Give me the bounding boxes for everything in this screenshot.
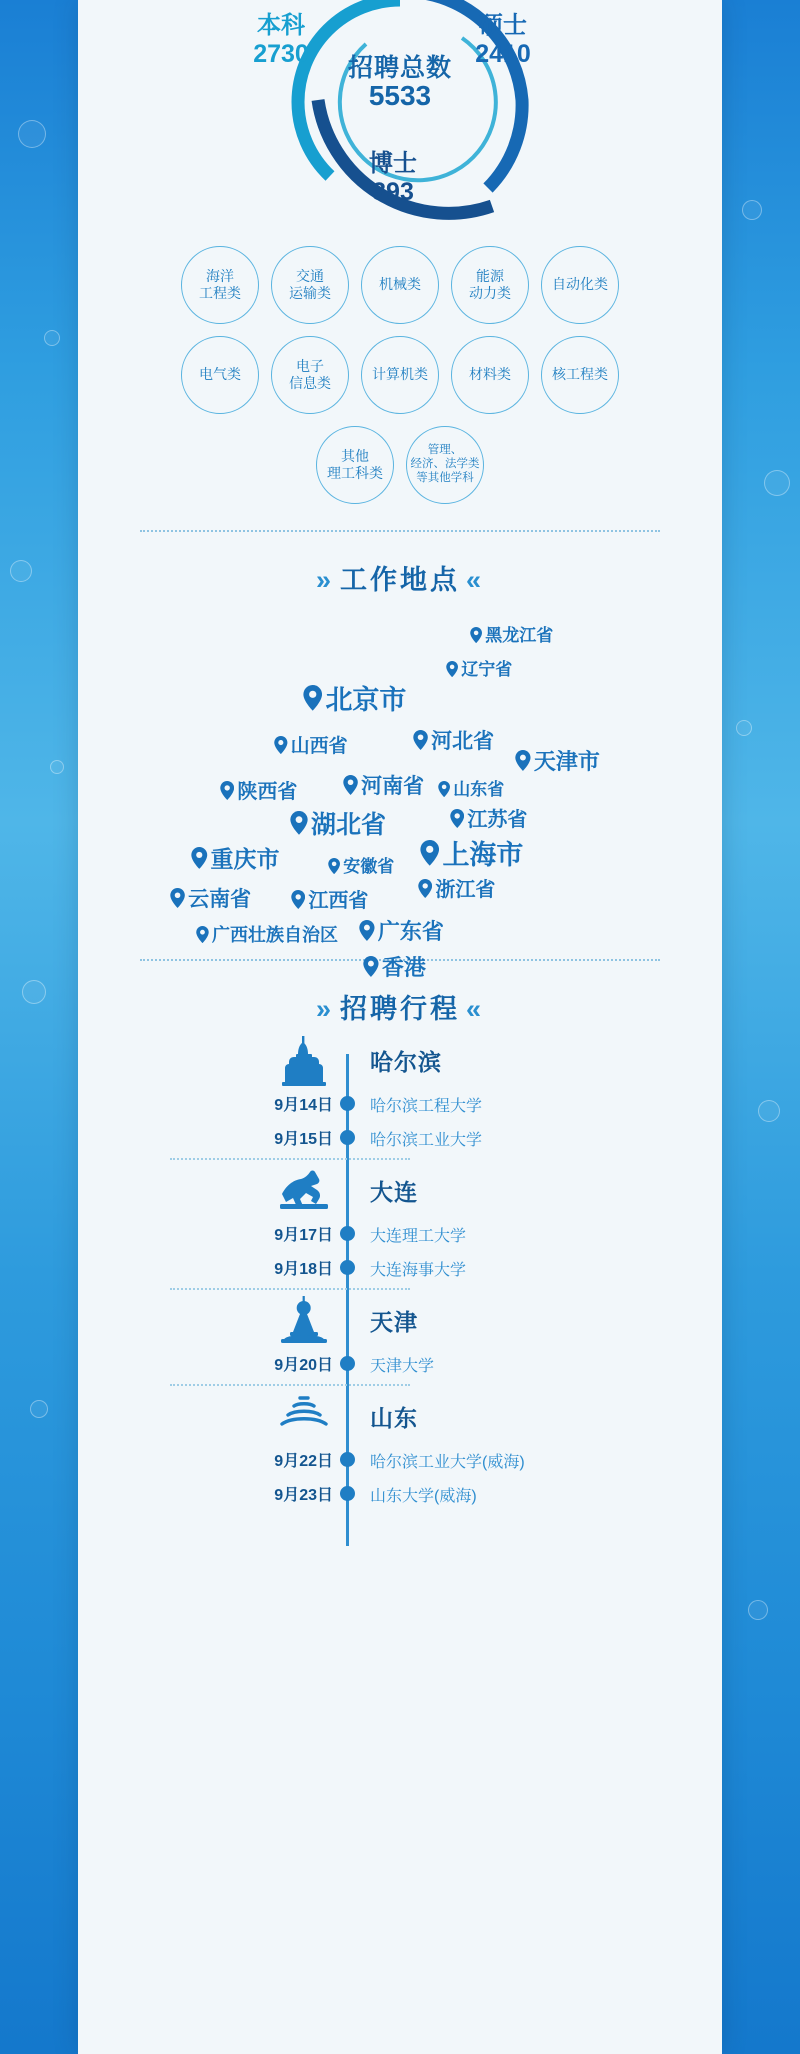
location-marker[interactable] <box>343 770 424 801</box>
category-row <box>114 426 686 504</box>
schedule-row[interactable] <box>78 1250 722 1284</box>
timeline-dot <box>340 1356 355 1371</box>
category-bubble[interactable] <box>541 336 619 414</box>
location-marker[interactable] <box>303 678 406 718</box>
category-bubble[interactable] <box>361 246 439 324</box>
major-category-bubbles <box>78 246 722 504</box>
location-marker[interactable] <box>359 915 444 947</box>
timeline-city-block <box>78 1396 722 1510</box>
bubble-decoration <box>44 330 60 346</box>
timeline-dot <box>340 1260 355 1275</box>
map-pin-icon <box>470 627 482 648</box>
schedule-row[interactable] <box>78 1442 722 1476</box>
map-pin-icon <box>170 888 185 914</box>
work-location-map <box>78 603 722 980</box>
section-divider <box>140 530 660 532</box>
location-marker[interactable] <box>446 655 512 682</box>
city-separator <box>170 1384 410 1386</box>
location-name: 江西省 <box>308 890 369 912</box>
timeline-city-list <box>78 1040 722 1510</box>
schedule-school: 山东大学(威海) <box>370 1488 477 1505</box>
category-label: 计算机类 <box>372 366 428 383</box>
schedule-date: 9月17日 <box>274 1227 333 1244</box>
schedule-school: 大连海事大学 <box>370 1262 467 1279</box>
location-name: 安徽省 <box>343 857 395 876</box>
schedule-row[interactable] <box>78 1216 722 1250</box>
chevron-left-icon: » <box>315 565 334 595</box>
category-label: 管理、 经济、法学类 等其他学科 <box>410 444 480 484</box>
city-name: 大连 <box>370 1179 418 1205</box>
category-bubble[interactable] <box>316 426 394 504</box>
city-header <box>78 1040 722 1086</box>
location-marker[interactable] <box>418 873 495 904</box>
location-name: 广东省 <box>377 919 444 944</box>
timeline-city-block <box>78 1170 722 1290</box>
map-pin-icon <box>196 926 209 948</box>
location-marker[interactable] <box>196 921 338 948</box>
category-label: 机械类 <box>379 276 421 293</box>
content-card <box>78 0 722 2054</box>
timeline-city-block <box>78 1300 722 1386</box>
map-pin-icon <box>438 781 450 802</box>
map-pin-icon <box>363 956 379 983</box>
category-bubble[interactable] <box>361 336 439 414</box>
segment-label: 本科 <box>257 12 305 39</box>
timeline-dot <box>340 1096 355 1111</box>
map-pin-icon <box>413 730 428 756</box>
city-name: 天津 <box>370 1309 418 1335</box>
category-label: 交通 运输类 <box>289 267 331 301</box>
location-marker[interactable] <box>220 775 297 806</box>
location-name: 浙江省 <box>435 879 496 901</box>
schedule-date: 9月20日 <box>274 1357 333 1374</box>
schedule-date: 9月23日 <box>274 1487 333 1504</box>
city-name: 哈尔滨 <box>370 1049 442 1075</box>
chevron-left-icon: » <box>315 994 334 1024</box>
category-row <box>114 246 686 324</box>
donut-center-value: 5533 <box>368 80 432 111</box>
category-bubble[interactable] <box>541 246 619 324</box>
location-marker[interactable] <box>413 725 494 756</box>
bubble-decoration <box>748 1600 768 1620</box>
map-pin-icon <box>450 809 464 834</box>
category-label: 材料类 <box>469 366 511 383</box>
timeline-city-block <box>78 1040 722 1160</box>
map-pin-icon <box>420 840 439 873</box>
location-name: 湖北省 <box>311 811 387 839</box>
city-header <box>78 1170 722 1216</box>
timeline-dot <box>340 1452 355 1467</box>
category-label: 其他 理工科类 <box>327 447 383 481</box>
schedule-row[interactable] <box>78 1086 722 1120</box>
location-name: 河南省 <box>361 775 425 798</box>
segment-label: 博士 <box>369 150 417 177</box>
schedule-row[interactable] <box>78 1476 722 1510</box>
category-label: 海洋 工程类 <box>199 267 241 301</box>
schedule-school: 哈尔滨工业大学 <box>370 1132 483 1149</box>
bubble-decoration <box>742 200 762 220</box>
city-header <box>78 1300 722 1346</box>
map-pin-icon <box>191 847 208 875</box>
donut-segment-benke <box>226 12 336 68</box>
location-marker[interactable] <box>438 775 504 802</box>
location-name: 上海市 <box>442 840 524 870</box>
category-label: 核工程类 <box>552 366 608 383</box>
church-icon <box>274 1034 334 1091</box>
map-pin-icon <box>290 811 308 842</box>
chevron-right-icon: « <box>466 994 485 1024</box>
map-pin-icon <box>515 750 531 777</box>
schedule-date: 9月14日 <box>274 1097 333 1114</box>
city-separator <box>170 1288 410 1290</box>
location-name: 江苏省 <box>467 809 528 831</box>
timeline-dot <box>340 1486 355 1501</box>
location-name: 河北省 <box>431 730 495 753</box>
location-marker[interactable] <box>291 884 368 915</box>
horse-statue-icon <box>274 1164 334 1215</box>
work-location-title: 工作地点 <box>340 565 460 595</box>
timeline-dot <box>340 1226 355 1241</box>
segment-label: 硕士 <box>479 12 527 39</box>
itinerary-title: 招聘行程 <box>340 994 460 1024</box>
timeline-dot <box>340 1130 355 1145</box>
city-header <box>78 1396 722 1442</box>
location-name: 天津市 <box>533 749 600 774</box>
category-bubble[interactable] <box>451 336 529 414</box>
location-name: 广西壮族自治区 <box>211 925 338 945</box>
tower-icon <box>274 1294 334 1349</box>
map-pin-icon <box>328 858 340 879</box>
category-label: 自动化类 <box>552 276 608 293</box>
location-name: 陕西省 <box>237 781 298 803</box>
bubble-decoration <box>764 470 790 496</box>
wave-icon <box>274 1390 334 1439</box>
schedule-school: 哈尔滨工程大学 <box>370 1098 483 1115</box>
map-pin-icon <box>418 879 432 904</box>
location-marker[interactable] <box>363 951 426 983</box>
schedule-row[interactable] <box>78 1120 722 1154</box>
bubble-decoration <box>10 560 32 582</box>
donut-segment-shuoshi <box>448 12 558 68</box>
category-bubble[interactable] <box>181 336 259 414</box>
category-bubble[interactable] <box>271 246 349 324</box>
schedule-school: 天津大学 <box>370 1358 435 1375</box>
location-name: 黑龙江省 <box>485 626 554 645</box>
segment-value: 393 <box>372 177 414 206</box>
location-marker[interactable] <box>191 841 280 875</box>
location-marker[interactable] <box>170 883 251 914</box>
city-separator <box>170 1158 410 1160</box>
schedule-date: 9月22日 <box>274 1453 333 1470</box>
segment-value: 2730 <box>253 39 309 68</box>
bubble-decoration <box>736 720 752 736</box>
location-name: 山西省 <box>290 736 348 757</box>
location-marker[interactable] <box>450 803 527 834</box>
map-pin-icon <box>359 920 375 947</box>
itinerary-heading <box>78 987 722 1026</box>
work-location-heading <box>78 558 722 597</box>
schedule-school: 哈尔滨工业大学(威海) <box>370 1454 525 1471</box>
category-label: 电子 信息类 <box>289 357 331 391</box>
map-pin-icon <box>343 775 358 801</box>
location-name: 北京市 <box>325 685 407 715</box>
location-name: 山东省 <box>453 780 505 799</box>
category-bubble[interactable] <box>451 246 529 324</box>
bubble-decoration <box>22 980 46 1004</box>
schedule-school: 大连理工大学 <box>370 1228 467 1245</box>
recruitment-donut-chart <box>78 0 722 240</box>
category-row <box>114 336 686 414</box>
bubble-decoration <box>18 120 46 148</box>
location-marker[interactable] <box>290 805 386 842</box>
location-marker[interactable] <box>274 731 348 760</box>
donut-segment-boshi <box>333 150 453 206</box>
bubble-decoration <box>758 1100 780 1122</box>
map-pin-icon <box>274 736 288 760</box>
segment-value: 2410 <box>475 39 531 68</box>
location-marker[interactable] <box>328 852 394 879</box>
location-marker[interactable] <box>470 621 553 648</box>
chevron-right-icon: « <box>466 565 485 595</box>
category-label: 电气类 <box>199 366 241 383</box>
map-pin-icon <box>303 685 322 718</box>
map-pin-icon <box>446 661 458 682</box>
category-bubble[interactable] <box>271 336 349 414</box>
schedule-date: 9月15日 <box>274 1131 333 1148</box>
category-bubble[interactable] <box>181 246 259 324</box>
donut-center-title: 招聘总数 <box>347 54 452 82</box>
location-name: 香港 <box>381 955 426 980</box>
location-name: 云南省 <box>188 888 252 911</box>
city-name: 山东 <box>370 1405 418 1431</box>
location-marker[interactable] <box>515 745 600 777</box>
location-name: 重庆市 <box>210 846 280 872</box>
schedule-date: 9月18日 <box>274 1261 333 1278</box>
itinerary-timeline <box>78 1040 722 1546</box>
bubble-decoration <box>50 760 64 774</box>
map-pin-icon <box>220 781 234 806</box>
schedule-row[interactable] <box>78 1346 722 1380</box>
location-marker[interactable] <box>420 833 523 873</box>
map-pin-icon <box>291 890 305 915</box>
category-label: 能源 动力类 <box>469 267 511 301</box>
location-name: 辽宁省 <box>461 660 513 679</box>
category-bubble[interactable] <box>406 426 484 504</box>
bubble-decoration <box>30 1400 48 1418</box>
